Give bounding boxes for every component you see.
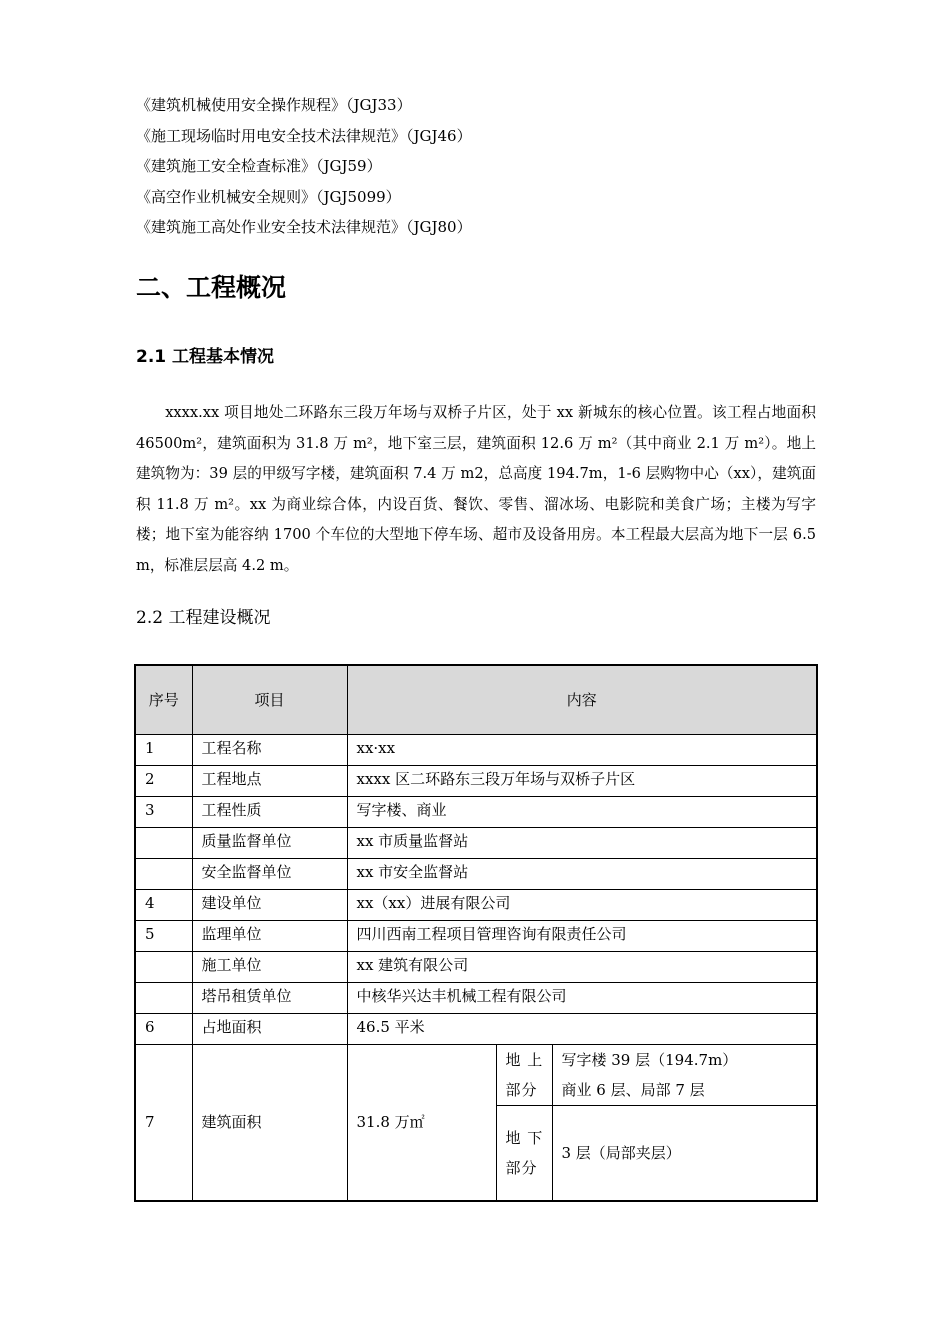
- reference-list: [136, 90, 836, 243]
- reference-item: 《建筑施工安全检查标准》（JGJ59）: [136, 157, 382, 175]
- table-row: [135, 735, 817, 766]
- row-no: [135, 983, 192, 1014]
- table-row-area-above: [135, 1045, 817, 1106]
- row-no: [135, 828, 192, 859]
- table-row: [135, 921, 817, 952]
- above-ground-value: [552, 1045, 817, 1106]
- row-no: [135, 859, 192, 890]
- table-row: [135, 952, 817, 983]
- row-content: xxxx 区二环路东三段万年场与双桥子片区: [347, 766, 817, 797]
- below-ground-label-line2: 部分: [505, 1158, 538, 1177]
- row-content: xx·xx: [347, 735, 817, 766]
- below-ground-label: [496, 1106, 552, 1201]
- row-no: 7: [135, 1045, 192, 1201]
- row-item: 塔吊租赁单位: [192, 983, 347, 1014]
- table-row: [135, 890, 817, 921]
- above-ground-value-line2: 商业 6 层、局部 7 层: [561, 1081, 705, 1099]
- row-content: 中核华兴达丰机械工程有限公司: [347, 983, 817, 1014]
- reference-item: 《建筑施工高处作业安全技术法律规范》（JGJ80）: [136, 218, 472, 236]
- row-no: 4: [135, 890, 192, 921]
- table-row: [135, 828, 817, 859]
- row-content: 四川西南工程项目管理咨询有限责任公司: [347, 921, 817, 952]
- row-content: 46.5 平米: [347, 1014, 817, 1045]
- row-no: 6: [135, 1014, 192, 1045]
- row-item: 工程性质: [192, 797, 347, 828]
- row-no: 3: [135, 797, 192, 828]
- row-content: xx 市安全监督站: [347, 859, 817, 890]
- below-ground-value: 3 层（局部夹层）: [552, 1106, 817, 1201]
- above-ground-label: [496, 1045, 552, 1106]
- table-header-row: [135, 665, 817, 735]
- row-no: 1: [135, 735, 192, 766]
- row-item: 工程名称: [192, 735, 347, 766]
- reference-item: 《高空作业机械安全规则》（JGJ5099）: [136, 187, 401, 206]
- header-item: 项目: [192, 665, 347, 735]
- row-item: 监理单位: [192, 921, 347, 952]
- row-content: xx（xx）进展有限公司: [347, 890, 817, 921]
- row-item: 质量监督单位: [192, 828, 347, 859]
- row-content: xx 建筑有限公司: [347, 952, 817, 983]
- above-ground-label-line1: 地 上: [505, 1051, 544, 1069]
- row-content: xx 市质量监督站: [347, 828, 817, 859]
- below-ground-label-line1: 地 下: [505, 1128, 544, 1147]
- table-row: [135, 797, 817, 828]
- header-content: 内容: [347, 665, 817, 735]
- row-content: 31.8 万㎡: [347, 1045, 496, 1201]
- table-row: [135, 1014, 817, 1045]
- header-no: 序号: [135, 665, 192, 735]
- row-item: 占地面积: [192, 1014, 347, 1045]
- table-row: [135, 766, 817, 797]
- row-item: 建设单位: [192, 890, 347, 921]
- row-content: 写字楼、商业: [347, 797, 817, 828]
- subsection-title-overview: 2.2 工程建设概况: [136, 608, 271, 628]
- reference-item: 《建筑机械使用安全操作规程》（JGJ33）: [136, 96, 412, 114]
- table-row: [135, 859, 817, 890]
- row-item: 施工单位: [192, 952, 347, 983]
- project-description: xxxx.xx 项目地处二环路东三段万年场与双桥子片区，处于 xx 新城东的核心位置。该工程占地面积 46500m²，建筑面积为 31.8 万 m²，地下室三层，建筑面积 12.6 万 m²（其中商业 2.1 万 m²）。地上建筑物为：39 层的甲级写字楼，建筑面积 7.4 万 m2，总高度 194.7m，1-6 层购物中心（xx），建筑面积 11.8 万 m²。xx 为商业综合体，内设百货、餐饮、零售、溜冰场、电影院和美食广场；主楼为写字楼；地下室为能容纳 1700 个车位的大型地下停车场、超市及设备用房。本工程最大层高为地下一层 6.5 m，标准层层高 4.2 m。: [136, 404, 816, 574]
- row-no: [135, 952, 192, 983]
- section-title: 二、工程概况: [136, 273, 287, 302]
- above-ground-label-line2: 部分: [505, 1081, 538, 1099]
- table-row: [135, 983, 817, 1014]
- subsection-title-basic: 2.1 工程基本情况: [136, 347, 275, 367]
- row-no: 5: [135, 921, 192, 952]
- row-item: 建筑面积: [192, 1045, 347, 1201]
- above-ground-value-line1: 写字楼 39 层（194.7m）: [561, 1051, 738, 1069]
- project-info-table: [134, 664, 818, 1202]
- row-item: 安全监督单位: [192, 859, 347, 890]
- reference-item: 《施工现场临时用电安全技术法律规范》（JGJ46）: [136, 126, 472, 145]
- row-item: 工程地点: [192, 766, 347, 797]
- row-no: 2: [135, 766, 192, 797]
